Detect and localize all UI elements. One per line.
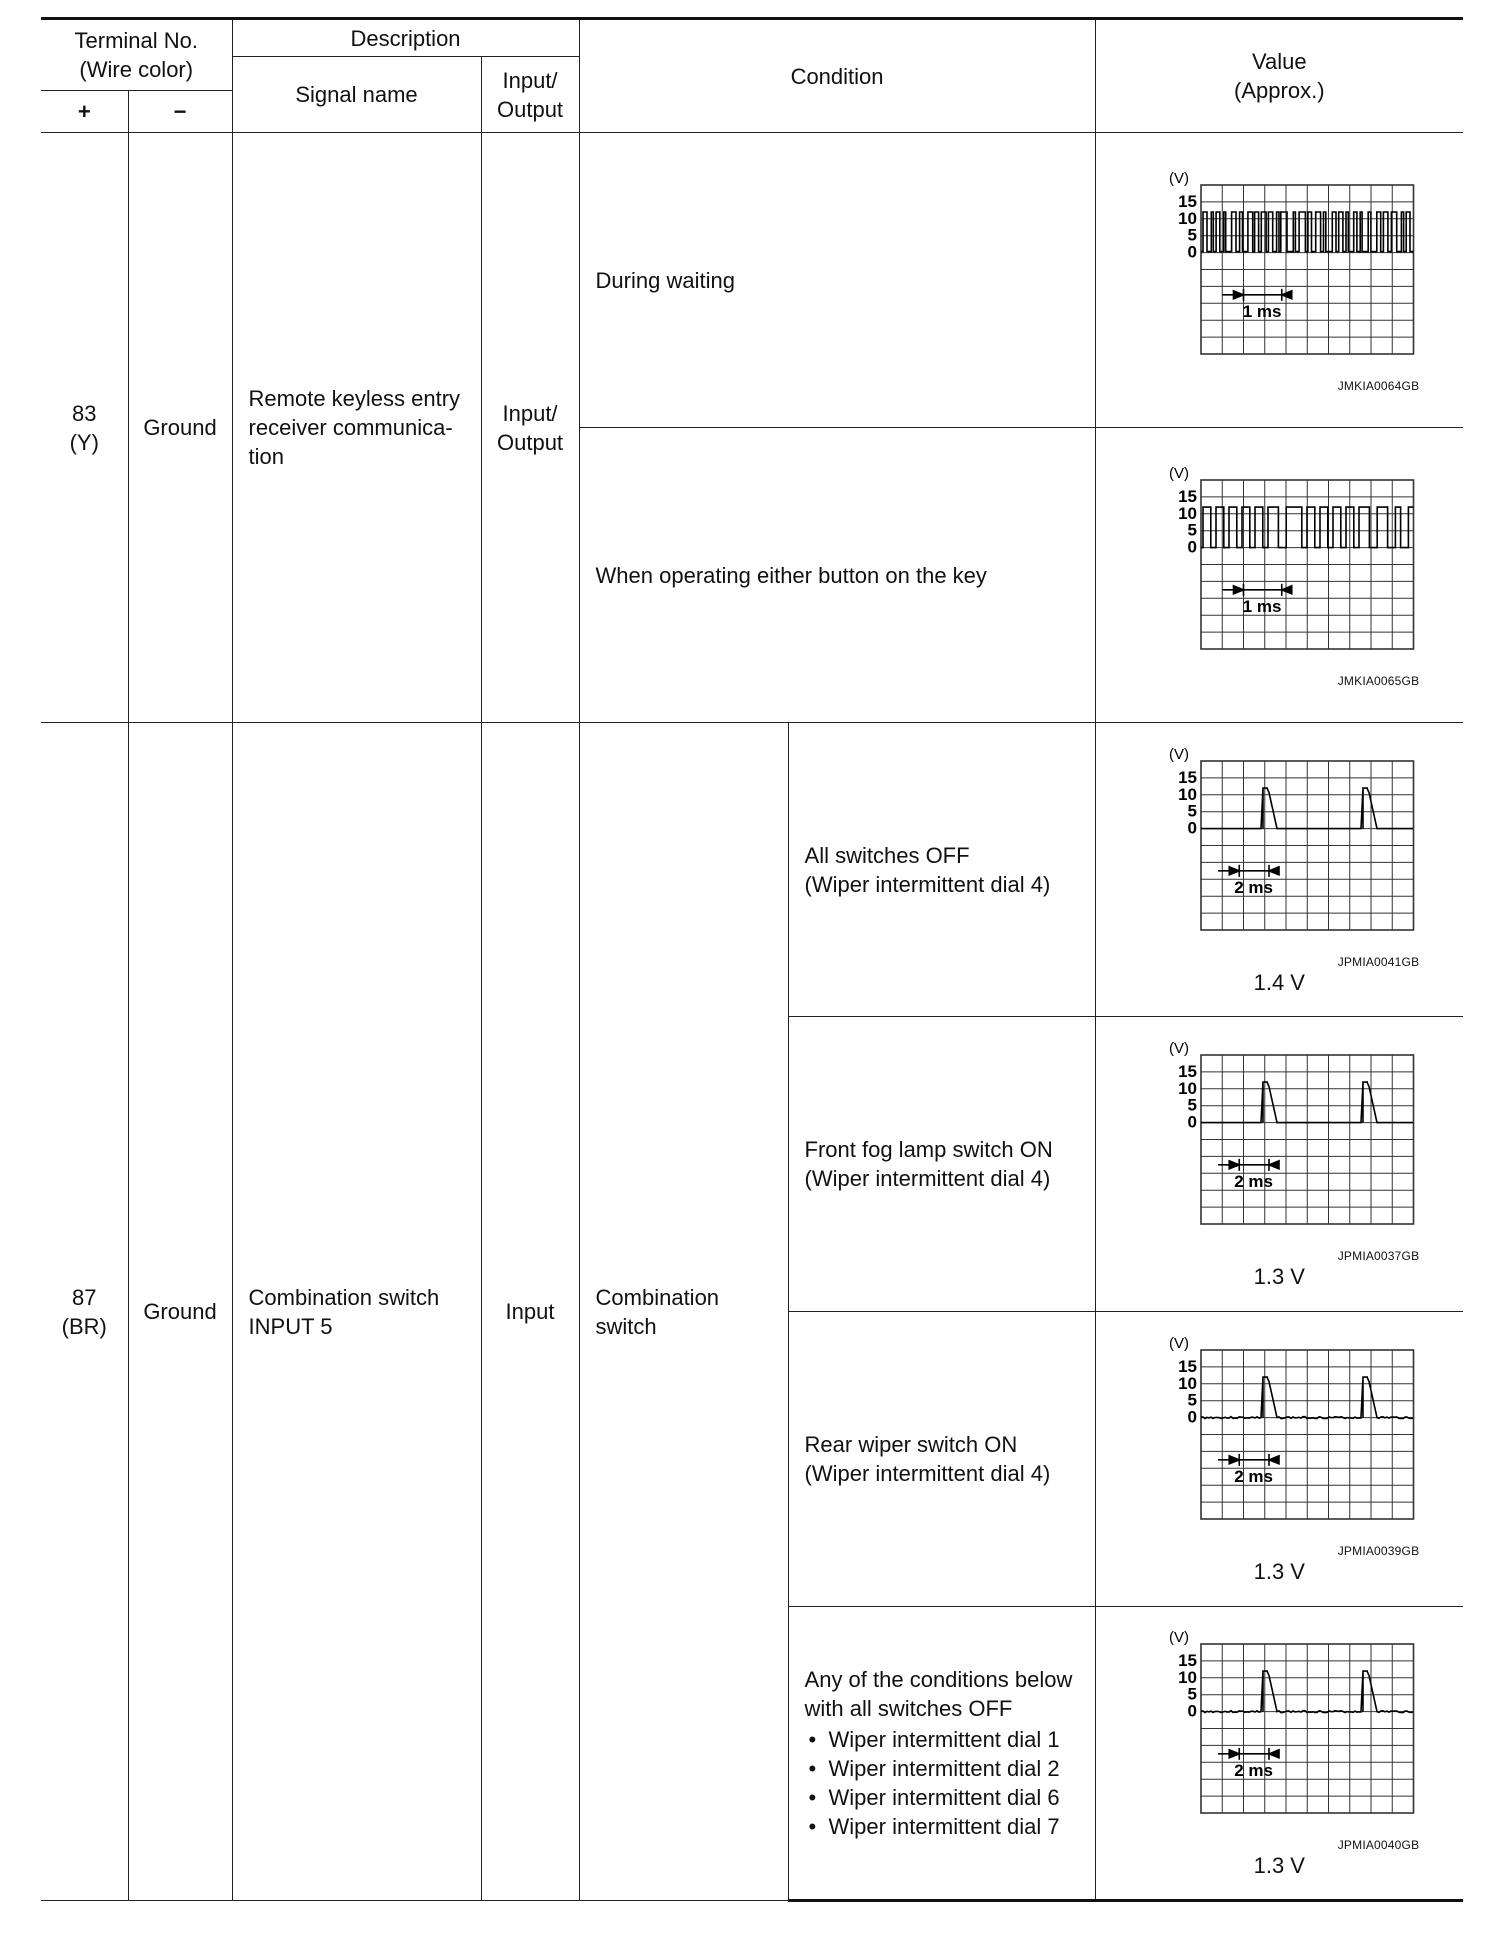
header-minus: −: [128, 91, 232, 133]
list-item: • Wiper intermittent dial 1: [805, 1725, 1095, 1754]
axis-unit-label: (V): [1169, 465, 1190, 482]
axis-tick-label: 10: [1178, 784, 1198, 804]
ground-83: Ground: [128, 133, 232, 723]
axis-tick-label: 15: [1178, 191, 1198, 211]
axis-tick-label: 10: [1178, 1373, 1198, 1393]
condition-83-waiting: During waiting: [579, 133, 1095, 428]
axis-tick-label: 15: [1178, 767, 1198, 787]
signal-83: Remote keyless entry receiver communica-tion: [232, 133, 481, 723]
voltage-value: 1.3 V: [1253, 1853, 1305, 1878]
header-condition: Condition: [579, 19, 1095, 133]
time-division-label: 2 ms: [1234, 1171, 1274, 1191]
time-division-label: 2 ms: [1234, 1760, 1274, 1780]
value-87-any: [1095, 1607, 1463, 1901]
waveform-trace: [1201, 212, 1414, 252]
condition-bullet-list: [805, 1725, 1095, 1841]
axis-tick-label: 15: [1178, 1650, 1198, 1670]
axis-tick-label: 10: [1178, 1078, 1198, 1098]
waveform-grid: [1201, 1350, 1414, 1519]
value-87-front-fog: [1095, 1017, 1463, 1312]
time-division-marker: [1223, 289, 1293, 301]
value-87-all-off: [1095, 723, 1463, 1017]
header-value: Value (Approx.): [1095, 19, 1463, 133]
io-87: Input: [481, 723, 579, 1901]
time-division-label: 2 ms: [1234, 1466, 1274, 1486]
axis-tick-label: 0: [1187, 242, 1198, 262]
time-division-label: 2 ms: [1234, 877, 1274, 897]
axis-tick-label: 0: [1187, 1112, 1198, 1132]
waveform-code: JPMIA0037GB: [1337, 1249, 1420, 1263]
io-83: Input/ Output: [481, 133, 579, 723]
time-division-marker: [1218, 864, 1279, 876]
terminal-spec-table: [41, 17, 1463, 1902]
axis-tick-label: 5: [1187, 1095, 1198, 1115]
header-signal-name: Signal name: [232, 57, 481, 133]
time-division-marker: [1223, 584, 1293, 596]
axis-tick-label: 10: [1178, 1667, 1198, 1687]
ground-87: Ground: [128, 723, 232, 1901]
axis-tick-label: 0: [1187, 537, 1198, 557]
time-division-marker: [1218, 1454, 1279, 1466]
axis-tick-label: 0: [1187, 818, 1198, 838]
axis-unit-label: (V): [1169, 745, 1190, 763]
time-division-label: 1 ms: [1243, 596, 1282, 616]
signal-87: Combination switch INPUT 5: [232, 723, 481, 1901]
value-87-rear-wiper: [1095, 1312, 1463, 1607]
axis-tick-label: 5: [1187, 801, 1198, 821]
waveform-grid: [1201, 761, 1414, 930]
voltage-value: 1.4 V: [1253, 969, 1305, 995]
list-item: • Wiper intermittent dial 6: [805, 1783, 1095, 1812]
waveform-code: JPMIA0041GB: [1337, 954, 1420, 969]
condition-87-all-off: All switches OFF (Wiper intermittent dial 4): [788, 723, 1095, 1017]
voltage-value: 1.3 V: [1253, 1264, 1305, 1289]
axis-tick-label: 0: [1187, 1701, 1198, 1721]
waveform-trace: [1201, 507, 1414, 548]
axis-tick-label: 15: [1178, 1356, 1198, 1376]
value-83-button: [1095, 428, 1463, 723]
waveform-grid: [1201, 1055, 1414, 1224]
axis-unit-label: (V): [1169, 1335, 1190, 1352]
axis-tick-label: 15: [1178, 1061, 1198, 1081]
time-division-marker: [1218, 1159, 1279, 1171]
condition-87-front-fog: Front fog lamp switch ON (Wiper intermittent dial 4): [788, 1017, 1095, 1312]
axis-tick-label: 5: [1187, 1684, 1198, 1704]
axis-tick-label: 10: [1178, 503, 1198, 523]
time-division-marker: [1218, 1748, 1279, 1760]
list-item: • Wiper intermittent dial 7: [805, 1812, 1095, 1841]
waveform-chart: [1129, 460, 1429, 665]
axis-tick-label: 10: [1178, 208, 1198, 228]
condition-group-87: Combination switch: [579, 723, 788, 1901]
waveform-grid: [1201, 1644, 1414, 1813]
waveform-grid: [1201, 480, 1414, 649]
list-item: • Wiper intermittent dial 2: [805, 1754, 1095, 1783]
axis-tick-label: 5: [1187, 225, 1198, 245]
waveform-code: JMKIA0064GB: [1337, 379, 1420, 393]
time-division-label: 1 ms: [1243, 301, 1282, 321]
waveform-code: JPMIA0040GB: [1337, 1838, 1420, 1852]
axis-tick-label: 0: [1187, 1407, 1198, 1427]
header-input-output: Input/ Output: [481, 57, 579, 133]
condition-87-rear-wiper: Rear wiper switch ON (Wiper intermittent dial 4): [788, 1312, 1095, 1607]
axis-tick-label: 5: [1187, 1390, 1198, 1410]
waveform-chart: [1129, 741, 1429, 946]
waveform-chart: [1129, 1035, 1429, 1240]
voltage-value: 1.3 V: [1253, 1559, 1305, 1584]
terminal-87: 87 (BR): [41, 723, 128, 1901]
waveform-chart: [1129, 165, 1429, 370]
header-plus: +: [41, 91, 128, 133]
terminal-83: 83 (Y): [41, 133, 128, 723]
axis-tick-label: 5: [1187, 520, 1198, 540]
waveform-code: JMKIA0065GB: [1337, 674, 1420, 688]
waveform-grid: [1201, 185, 1414, 354]
condition-87-any: Any of the conditions below with all switches OFF • Wiper intermittent dial 1 • Wiper intermittent dial 2 • Wiper intermittent dial 6 • Wiper intermittent dial 7: [788, 1607, 1095, 1901]
waveform-code: JPMIA0039GB: [1337, 1544, 1420, 1558]
value-83-waiting: [1095, 133, 1463, 428]
waveform-chart: [1129, 1624, 1429, 1829]
condition-83-button: When operating either button on the key: [579, 428, 1095, 723]
axis-unit-label: (V): [1169, 1040, 1190, 1057]
waveform-chart: [1129, 1330, 1429, 1535]
header-terminal-no: Terminal No. (Wire color): [41, 19, 232, 91]
axis-tick-label: 15: [1178, 486, 1198, 506]
axis-unit-label: (V): [1169, 1629, 1190, 1646]
axis-unit-label: (V): [1169, 170, 1190, 187]
header-description: Description: [232, 19, 579, 57]
